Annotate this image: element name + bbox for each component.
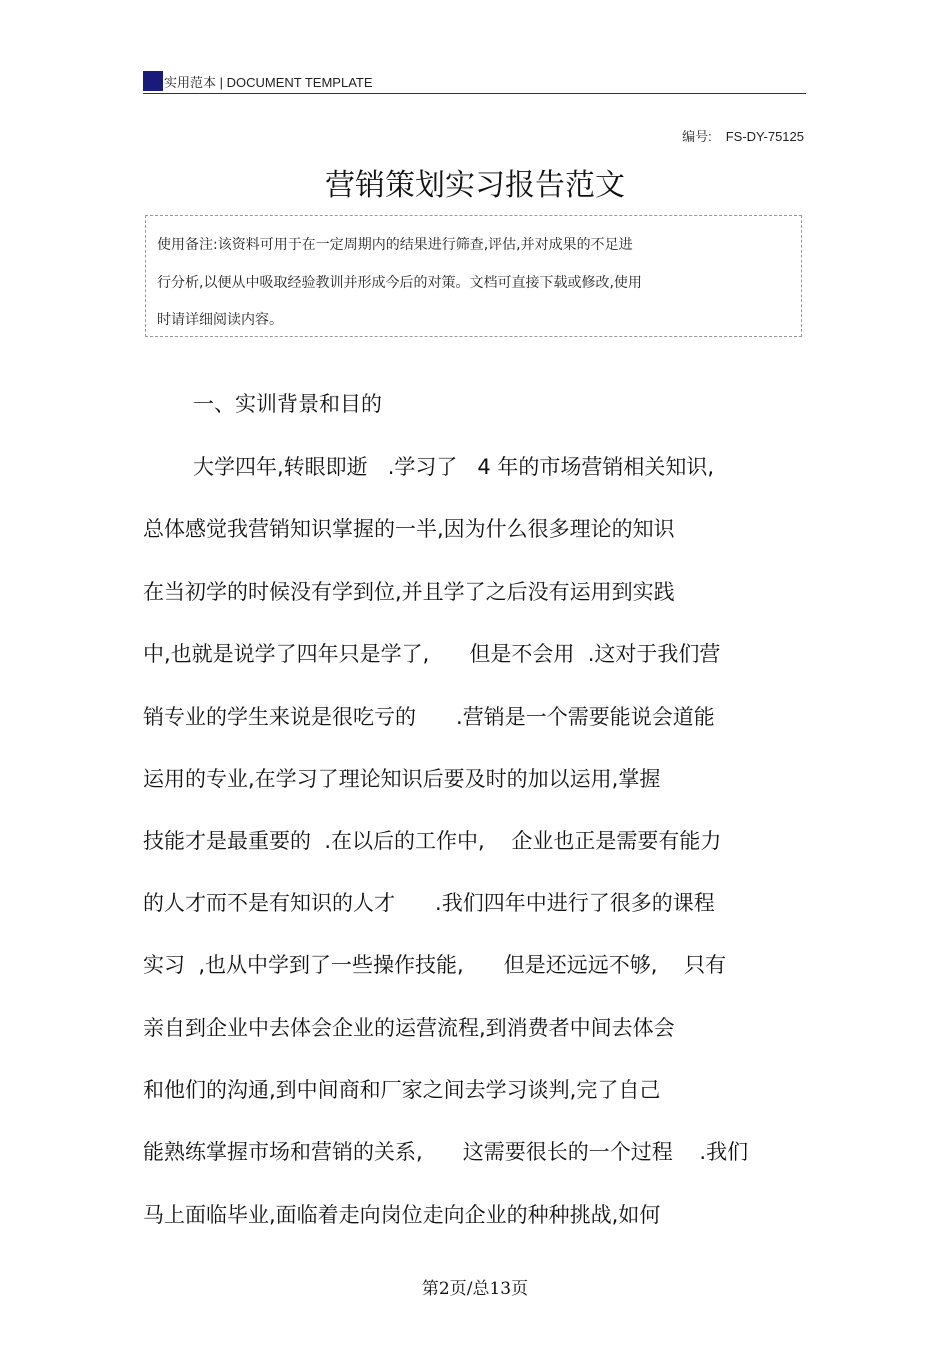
body-line: 在当初学的时候没有学到位,并且学了之后没有运用到实践 (143, 580, 675, 604)
page-footer: 第2页/总13页 (421, 1279, 529, 1299)
document-number-value: FS-DY-75125 (725, 129, 804, 144)
body-line: 马上面临毕业,面临着走向岗位走向企业的种种挑战,如何 (143, 1203, 661, 1227)
document-number (682, 126, 804, 145)
page-header (143, 68, 806, 94)
body-line: 中,也就是说学了四年只是学了, 但是不会用 .这对于我们营 (143, 642, 721, 666)
usage-note-line: 时请详细阅读内容。 (157, 312, 283, 328)
body-line: 实习 ,也从中学到了一些操作技能, 但是还远远不够, 只有 (143, 953, 727, 977)
body-line: 总体感觉我营销知识掌握的一半,因为什么很多理论的知识 (143, 517, 675, 541)
body-line: 和他们的沟通,到中间商和厂家之间去学习谈判,完了自己 (143, 1078, 661, 1102)
document-title: 营销策划实习报告范文 (325, 168, 625, 203)
body-line: 销专业的学生来说是很吃亏的 .营销是一个需要能说会道能 (143, 705, 715, 729)
document-number-label: 编号: (682, 129, 712, 144)
usage-note-line: 行分析,以便从中吸取经验教训并形成今后的对策。文档可直接下载或修改,使用 (157, 274, 642, 291)
usage-note-line: 使用备注:该资料可用于在一定周期内的结果进行筛查,评估,并对成果的不足进 (157, 237, 633, 253)
body-line: 大学四年,转眼即逝 .学习了 4 年的市场营销相关知识, (193, 455, 715, 479)
section-heading: 一、实训背景和目的 (193, 392, 382, 416)
header-logo-square (143, 71, 163, 91)
body-line: 能熟练掌握市场和营销的关系, 这需要很长的一个过程 .我们 (143, 1140, 749, 1164)
body-line: 运用的专业,在学习了理论知识后要及时的加以运用,掌握 (143, 767, 661, 791)
usage-note-box (145, 215, 802, 337)
body-line: 亲自到企业中去体会企业的运营流程,到消费者中间去体会 (143, 1016, 675, 1040)
body-line: 的人才而不是有知识的人才 .我们四年中进行了很多的课程 (143, 891, 715, 915)
header-text: 实用范本 | DOCUMENT TEMPLATE (164, 75, 373, 90)
body-line: 技能才是最重要的 .在以后的工作中, 企业也正是需要有能力 (143, 829, 722, 853)
